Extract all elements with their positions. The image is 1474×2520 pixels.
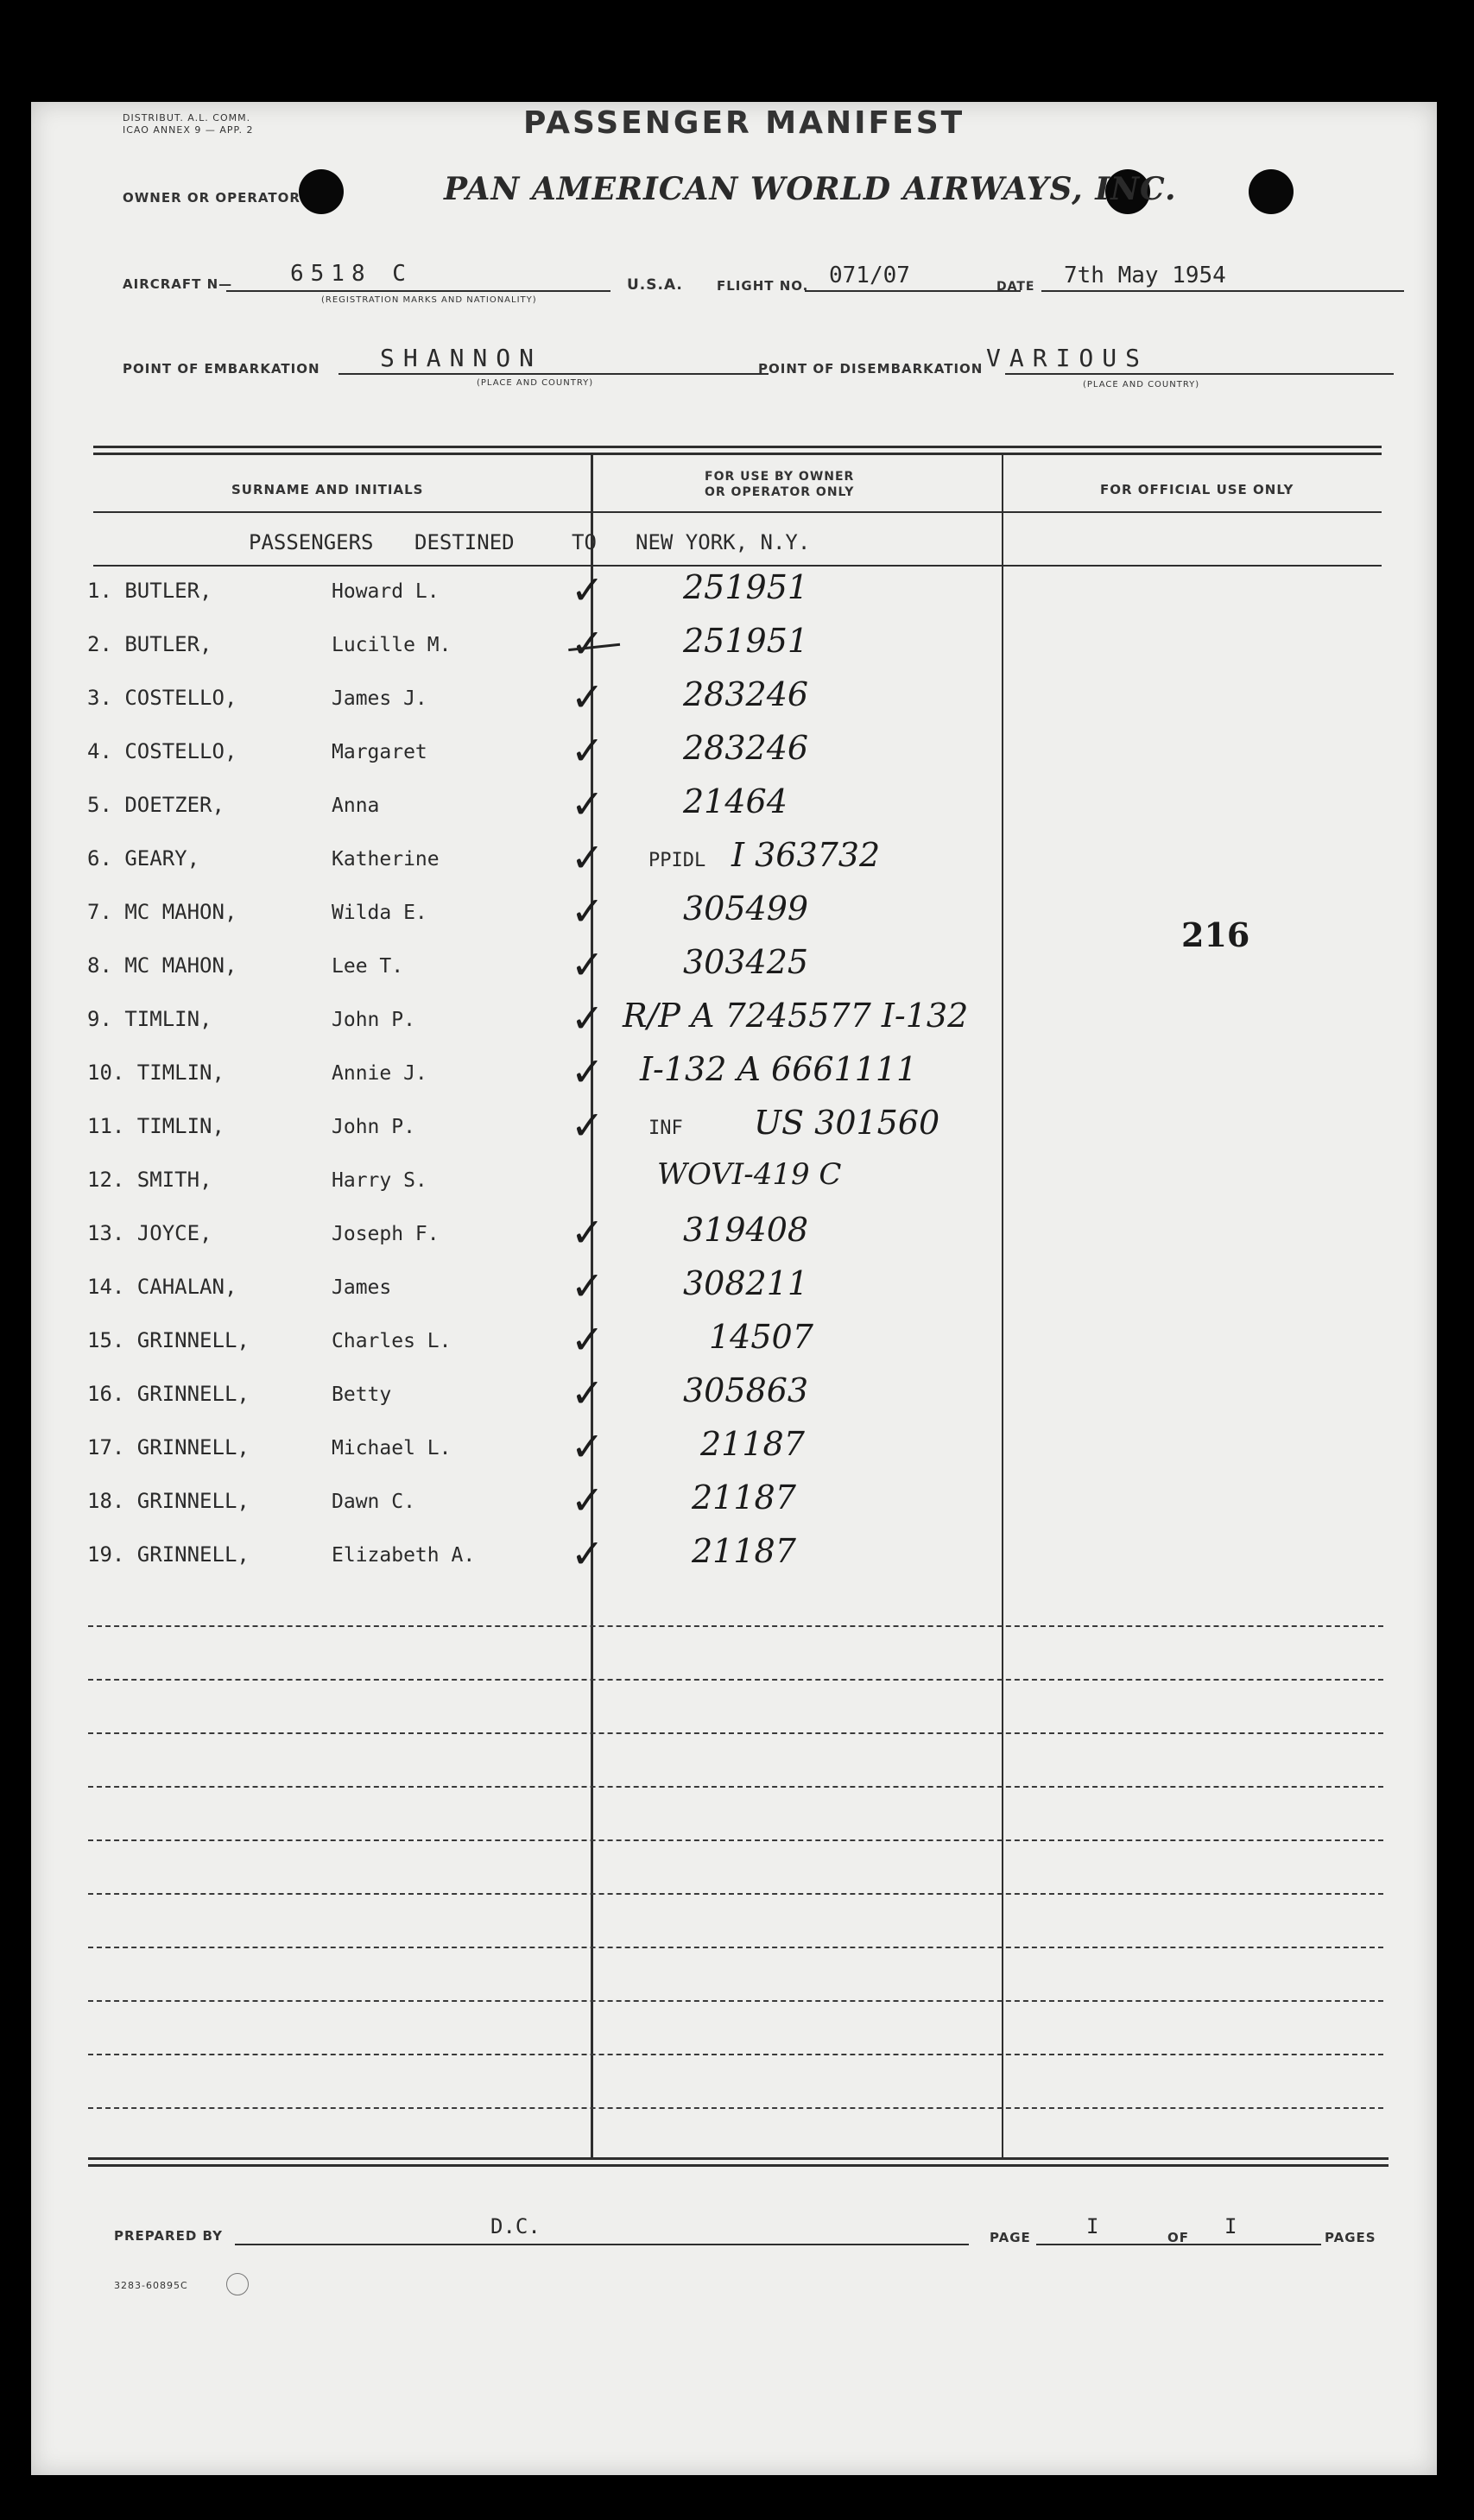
owner-operator-label: OWNER OR OPERATOR [123,190,300,206]
ruled-line [88,1732,1383,1734]
passenger-given-name: James J. [332,687,427,710]
table-bottom-rule-2 [88,2164,1389,2167]
check-mark-icon: ✓ [571,1102,604,1149]
passenger-given-name: Michael L. [332,1437,452,1459]
check-mark-icon: ✓ [571,674,604,720]
printer-mark-icon [226,2273,249,2295]
embarkation-underline [338,373,769,375]
passenger-given-name: John P. [332,1009,415,1031]
embarkation-caption: (PLACE AND COUNTRY) [477,378,594,388]
passenger-surname: 4. COSTELLO, [87,739,237,763]
passenger-given-name: Anna [332,795,380,817]
check-mark-icon: ✓ [571,941,604,988]
passenger-given-name: Lucille M. [332,634,452,656]
check-mark-icon: ✓ [571,1048,604,1095]
passenger-row [87,1316,1452,1370]
page-underline [1036,2244,1321,2245]
passenger-document-number: 319408 [683,1211,809,1249]
passenger-row [87,781,1452,834]
destination-to: TO [572,530,597,554]
passenger-document-number: 303425 [683,943,809,981]
embarkation-point: SHANNON [380,344,543,372]
passenger-row [87,620,1452,674]
ruled-line [88,2107,1383,2109]
passenger-given-name: John P. [332,1116,415,1138]
passenger-row [87,1477,1452,1530]
passenger-surname: 3. COSTELLO, [87,686,237,710]
passenger-row [87,674,1452,727]
table-top-rule-2 [93,453,1382,455]
total-pages: I [1224,2214,1237,2238]
passenger-document-number: 305499 [683,890,809,928]
passenger-row [87,995,1452,1048]
passenger-document-number: 21464 [683,782,788,820]
check-mark-icon: ✓ [571,1316,604,1363]
check-mark-icon: ✓ [571,1209,604,1256]
punch-hole-left [299,169,344,214]
check-mark-icon: ✓ [571,1477,604,1523]
passenger-given-name: Howard L. [332,580,440,603]
passenger-surname: 16. GRINNELL, [87,1382,250,1406]
passenger-document-number: 308211 [683,1264,809,1302]
passenger-document-number: 21187 [692,1532,796,1570]
passenger-surname: 9. TIMLIN, [87,1007,212,1031]
country-label: U.S.A. [627,276,683,294]
form-number: 3283-60895C [114,2280,188,2291]
passenger-surname: 5. DOETZER, [87,793,225,817]
date-label: DATE [996,280,1035,294]
passenger-row [87,1209,1452,1263]
passenger-given-name: Lee T. [332,955,404,978]
airline-name: PAN AMERICAN WORLD AIRWAYS, INC. [444,171,1177,207]
manifest-sheet [31,102,1437,2475]
aircraft-registration: 6518 C [290,261,413,287]
struck-out-text-icon [566,624,620,651]
passenger-given-name: Betty [332,1383,392,1406]
check-mark-icon: ✓ [571,781,604,827]
check-mark-icon: ✓ [571,1423,604,1470]
disembarkation-label: POINT OF DISEMBARKATION [758,361,984,377]
table-bottom-rule-1 [88,2157,1389,2160]
passenger-row [87,1048,1452,1102]
ruled-line [88,2054,1383,2055]
passenger-document-number: 251951 [683,622,809,660]
passenger-surname: 14. CAHALAN, [87,1275,237,1299]
passenger-doc-prefix: INF [648,1118,683,1139]
passenger-surname: 2. BUTLER, [87,632,212,656]
prepared-by-label: PREPARED BY [114,2228,223,2244]
passenger-document-number: I 363732 [731,836,881,874]
disembarkation-caption: (PLACE AND COUNTRY) [1083,380,1200,389]
destination-destined: DESTINED [414,530,515,554]
aircraft-label: AIRCRAFT N— [123,276,233,292]
passenger-document-number: 283246 [683,729,809,767]
passenger-given-name: Harry S. [332,1169,427,1192]
form-reference-line-2: ICAO ANNEX 9 — APP. 2 [123,124,254,136]
ruled-line [88,1679,1383,1681]
passenger-row [87,1263,1452,1316]
passenger-document-number: 21187 [692,1478,796,1516]
ruled-line [88,1893,1383,1895]
manifest-title: PASSENGER MANIFEST [523,105,965,141]
table-top-rule-1 [93,446,1382,448]
page-label: PAGE [990,2230,1031,2245]
passenger-doc-prefix: PPIDL [648,850,706,871]
passenger-row [87,941,1452,995]
passenger-surname: 13. JOYCE, [87,1221,212,1245]
flight-underline [805,290,1021,292]
disembarkation-point: VARIOUS [986,344,1149,372]
passenger-document-number: 14507 [709,1318,813,1356]
check-mark-icon: ✓ [571,834,604,881]
form-reference-line-1: DISTRIBUT. A.L. COMM. [123,112,251,123]
header-divider [93,511,1382,513]
check-mark-icon: ✓ [571,727,604,774]
passenger-given-name: Katherine [332,848,440,871]
passenger-document-number: WOVI-419 C [657,1157,842,1192]
passenger-surname: 12. SMITH, [87,1168,212,1192]
passenger-document-number: 21187 [700,1425,805,1463]
passenger-surname: 18. GRINNELL, [87,1489,250,1513]
check-mark-icon: ✓ [571,995,604,1042]
of-label: OF [1167,2230,1189,2245]
passenger-given-name: Wilda E. [332,902,427,924]
check-mark-icon: ✓ [571,567,604,613]
ruled-line [88,1786,1383,1788]
passenger-given-name: Joseph F. [332,1223,440,1245]
prepared-by-underline [235,2244,969,2245]
passenger-surname: 19. GRINNELL, [87,1542,250,1567]
aircraft-underline [226,290,610,292]
passenger-given-name: Annie J. [332,1062,427,1085]
flight-label: FLIGHT NO. [717,278,809,294]
passenger-row [87,834,1452,888]
ruled-line [88,1947,1383,1948]
pages-label: PAGES [1325,2230,1376,2245]
passenger-document-number: 283246 [683,675,809,713]
date-underline [1041,290,1404,292]
flight-number: 071/07 [829,263,910,288]
passenger-document-number: 305863 [683,1371,809,1409]
check-mark-icon: ✓ [571,620,604,667]
check-mark-icon: ✓ [571,1530,604,1577]
passenger-row [87,567,1452,620]
passenger-document-number: I-132 A 6661111 [640,1050,918,1088]
passenger-given-name: Dawn C. [332,1491,415,1513]
passenger-surname: 7. MC MAHON, [87,900,237,924]
disembarkation-underline [1005,373,1394,375]
passenger-surname: 6. GEARY, [87,846,200,871]
passenger-surname: 1. BUTLER, [87,579,212,603]
passenger-document-number: 251951 [683,568,809,606]
flight-date: 7th May 1954 [1064,263,1226,288]
official-use-note: 216 [1181,915,1250,954]
passenger-row [87,727,1452,781]
passenger-row [87,1156,1452,1209]
ruled-line [88,1839,1383,1841]
passenger-given-name: Margaret [332,741,427,763]
ruled-line [88,1625,1383,1627]
embarkation-label: POINT OF EMBARKATION [123,361,320,377]
passenger-surname: 10. TIMLIN, [87,1061,225,1085]
passenger-row [87,888,1452,941]
passenger-surname: 8. MC MAHON, [87,953,237,978]
punch-hole-right-2 [1249,169,1294,214]
passenger-row [87,1102,1452,1156]
destination-passengers: PASSENGERS [249,530,374,554]
passenger-surname: 11. TIMLIN, [87,1114,225,1138]
aircraft-caption: (REGISTRATION MARKS AND NATIONALITY) [321,295,537,305]
column-header-surname: SURNAME AND INITIALS [231,482,424,497]
destination-city: NEW YORK, N.Y. [636,530,811,554]
check-mark-icon: ✓ [571,888,604,934]
column-header-owner-use-1: FOR USE BY OWNER [705,470,855,484]
column-header-official: FOR OFFICIAL USE ONLY [1100,482,1294,497]
passenger-row [87,1370,1452,1423]
passenger-given-name: James [332,1276,392,1299]
passenger-surname: 17. GRINNELL, [87,1435,250,1459]
passenger-row [87,1530,1452,1584]
check-mark-icon: ✓ [571,1370,604,1416]
column-header-owner-use-2: OR OPERATOR ONLY [705,485,855,499]
prepared-by-value: D.C. [490,2214,541,2238]
passenger-document-number: R/P A 7245577 I-132 [623,997,969,1035]
passenger-surname: 15. GRINNELL, [87,1328,250,1352]
passenger-given-name: Charles L. [332,1330,452,1352]
check-mark-icon: ✓ [571,1263,604,1309]
passenger-given-name: Elizabeth A. [332,1544,476,1567]
ruled-line [88,2000,1383,2002]
passenger-row [87,1423,1452,1477]
page-number: I [1086,2214,1099,2238]
passenger-document-number: US 301560 [754,1104,940,1142]
